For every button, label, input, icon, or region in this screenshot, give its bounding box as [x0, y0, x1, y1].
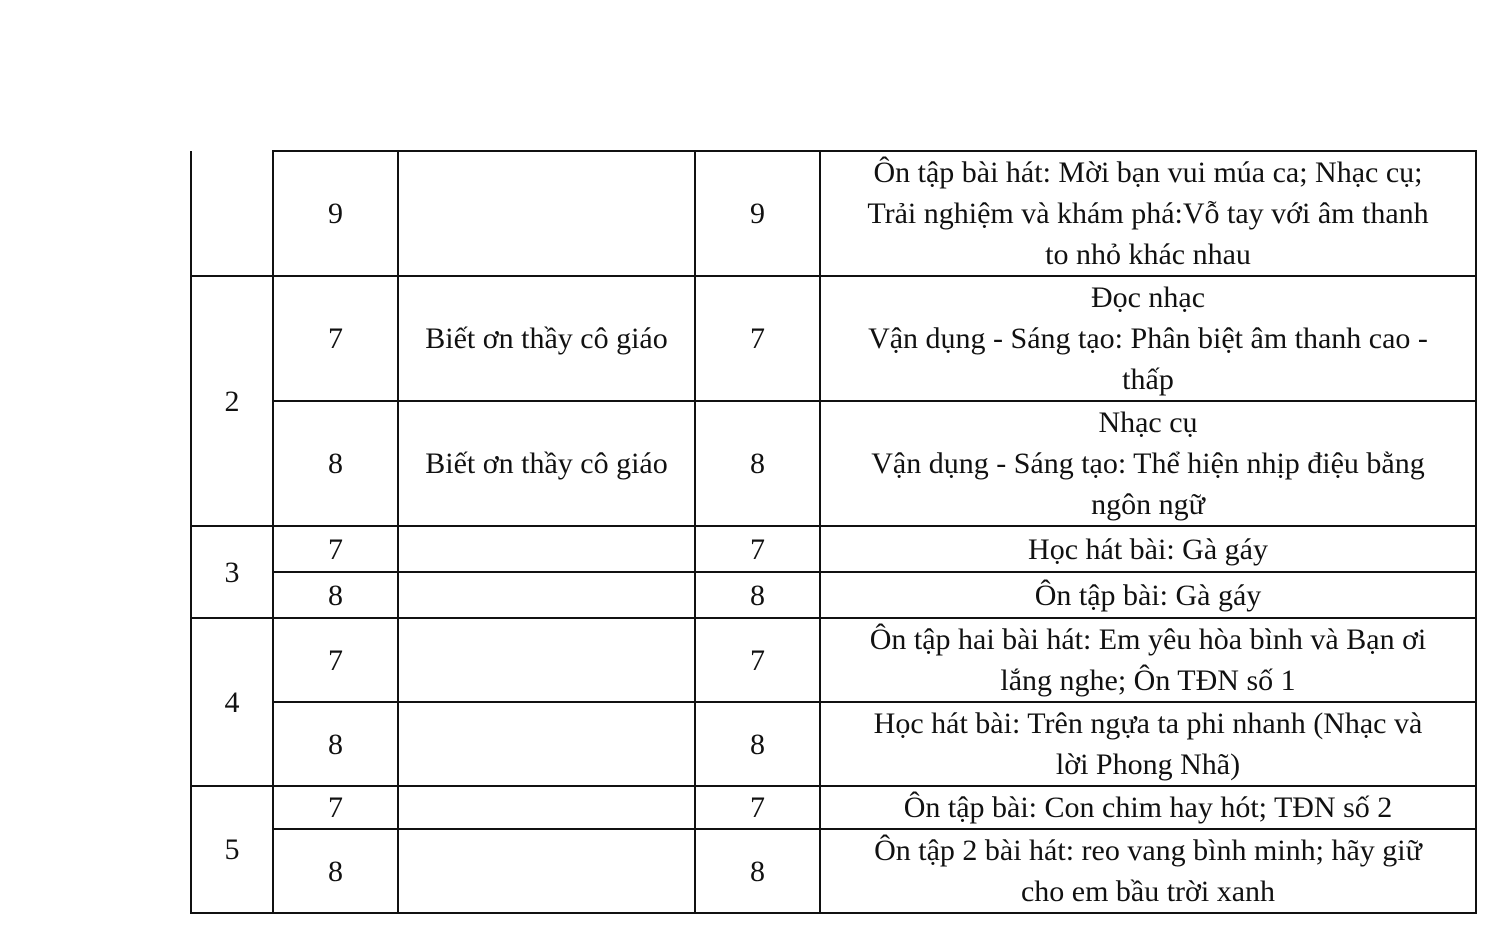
lesson-number-cell: 7	[273, 618, 398, 702]
lesson-number-cell: 7	[273, 786, 398, 829]
lesson-number-cell: 7	[273, 526, 398, 572]
lesson-title-cell: Biết ơn thầy cô giáo	[398, 401, 695, 526]
table-row	[191, 526, 1476, 572]
lesson-number-cell: 8	[273, 401, 398, 526]
lesson-content-cell: Học hát bài: Gà gáy	[820, 526, 1476, 572]
lesson-title-cell	[398, 702, 695, 786]
lesson-title-cell: Biết ơn thầy cô giáo	[398, 276, 695, 401]
table-row	[191, 572, 1476, 618]
lesson-content-cell: Nhạc cụ Vận dụng - Sáng tạo: Thể hiện nhịp điệu bằng ngôn ngữ	[820, 401, 1476, 526]
week-cell: 4	[191, 618, 273, 786]
lesson-content-cell: Đọc nhạc Vận dụng - Sáng tạo: Phân biệt âm thanh cao - thấp	[820, 276, 1476, 401]
week-cell: 5	[191, 786, 273, 913]
lesson-number-cell: 8	[695, 702, 820, 786]
lesson-title-cell	[398, 526, 695, 572]
lesson-title-cell	[398, 572, 695, 618]
lesson-number-cell: 8	[695, 572, 820, 618]
table-row	[191, 786, 1476, 829]
lesson-number-cell: 8	[695, 401, 820, 526]
lesson-title-cell	[398, 151, 695, 276]
lesson-schedule-table	[190, 150, 1477, 914]
lesson-number-cell: 9	[273, 151, 398, 276]
lesson-content-cell: Học hát bài: Trên ngựa ta phi nhanh (Nhạc và lời Phong Nhã)	[820, 702, 1476, 786]
lesson-number-cell: 8	[273, 572, 398, 618]
lesson-title-cell	[398, 618, 695, 702]
lesson-content-cell: Ôn tập bài hát: Mời bạn vui múa ca; Nhạc cụ; Trải nghiệm và khám phá:Vỗ tay với âm thanh to nhỏ khác nhau	[820, 151, 1476, 276]
table-row	[191, 618, 1476, 702]
lesson-content-cell: Ôn tập 2 bài hát: reo vang bình minh; hãy giữ cho em bầu trời xanh	[820, 829, 1476, 913]
week-cell: 2	[191, 276, 273, 526]
week-cell	[191, 151, 273, 276]
lesson-number-cell: 8	[695, 829, 820, 913]
lesson-content-cell: Ôn tập bài: Con chim hay hót; TĐN số 2	[820, 786, 1476, 829]
lesson-title-cell	[398, 829, 695, 913]
table-row	[191, 401, 1476, 526]
table-row	[191, 829, 1476, 913]
table-row	[191, 276, 1476, 401]
lesson-number-cell: 8	[273, 702, 398, 786]
lesson-number-cell: 8	[273, 829, 398, 913]
lesson-number-cell: 7	[273, 276, 398, 401]
lesson-number-cell: 9	[695, 151, 820, 276]
lesson-content-cell: Ôn tập bài: Gà gáy	[820, 572, 1476, 618]
table-row	[191, 702, 1476, 786]
week-cell: 3	[191, 526, 273, 618]
lesson-title-cell	[398, 786, 695, 829]
lesson-number-cell: 7	[695, 526, 820, 572]
lesson-content-cell: Ôn tập hai bài hát: Em yêu hòa bình và Bạn ơi lắng nghe; Ôn TĐN số 1	[820, 618, 1476, 702]
lesson-number-cell: 7	[695, 786, 820, 829]
table-row	[191, 151, 1476, 276]
lesson-number-cell: 7	[695, 276, 820, 401]
lesson-number-cell: 7	[695, 618, 820, 702]
